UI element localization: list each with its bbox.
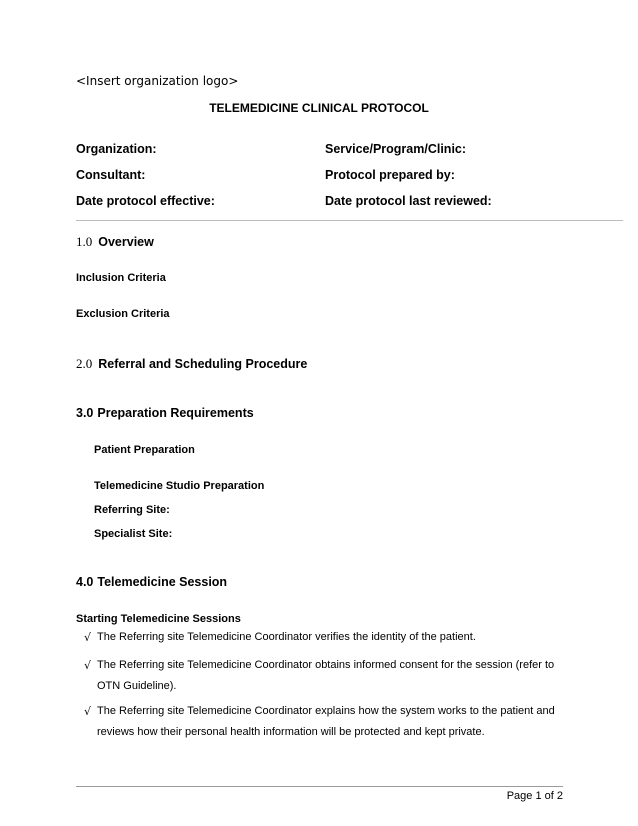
header-divider — [76, 220, 623, 221]
section-number: 3.0 — [76, 406, 94, 420]
organization-label: Organization: — [76, 142, 157, 156]
specialist-site-heading: Specialist Site: — [94, 528, 173, 540]
section-number: 2.0 — [76, 356, 93, 371]
list-item: The Referring site Telemedicine Coordinator obtains informed consent for the session (refer to OTN Guideline). — [97, 659, 555, 692]
footer-divider — [76, 786, 563, 787]
checkmark-icon: √ — [84, 631, 92, 644]
consultant-label: Consultant: — [76, 168, 146, 182]
section-title: Referral and Scheduling Procedure — [98, 357, 308, 371]
starting-sessions-heading: Starting Telemedicine Sessions — [76, 613, 241, 625]
section-number: 4.0 — [76, 575, 94, 589]
section-title: Preparation Requirements — [97, 406, 254, 420]
section-heading-preparation — [76, 406, 254, 420]
section-title: Telemedicine Session — [97, 575, 228, 589]
section-title: Overview — [98, 235, 154, 249]
checkmark-icon: √ — [84, 659, 92, 672]
referring-site-heading: Referring Site: — [94, 504, 170, 516]
page-number: Page 1 of 2 — [506, 790, 563, 802]
section-heading-referral — [76, 356, 307, 372]
patient-preparation-heading: Patient Preparation — [94, 444, 195, 456]
logo-placeholder: <Insert organization logo> — [76, 74, 239, 88]
inclusion-criteria-heading: Inclusion Criteria — [76, 272, 166, 284]
section-heading-session — [76, 575, 227, 589]
date-effective-label: Date protocol effective: — [76, 194, 215, 208]
list-item: The Referring site Telemedicine Coordinator verifies the identity of the patient. — [97, 631, 476, 643]
list-item: The Referring site Telemedicine Coordinator explains how the system works to the patient and reviews how their personal health information will be protected and kept private. — [97, 705, 555, 738]
service-label: Service/Program/Clinic: — [325, 142, 467, 156]
document-title: TELEMEDICINE CLINICAL PROTOCOL — [209, 101, 429, 115]
exclusion-criteria-heading: Exclusion Criteria — [76, 308, 170, 320]
studio-preparation-heading: Telemedicine Studio Preparation — [94, 480, 265, 492]
prepared-by-label: Protocol prepared by: — [325, 168, 455, 182]
section-heading-overview — [76, 234, 154, 250]
checkmark-icon: √ — [84, 705, 92, 718]
section-number: 1.0 — [76, 234, 93, 249]
date-reviewed-label: Date protocol last reviewed: — [325, 194, 492, 208]
